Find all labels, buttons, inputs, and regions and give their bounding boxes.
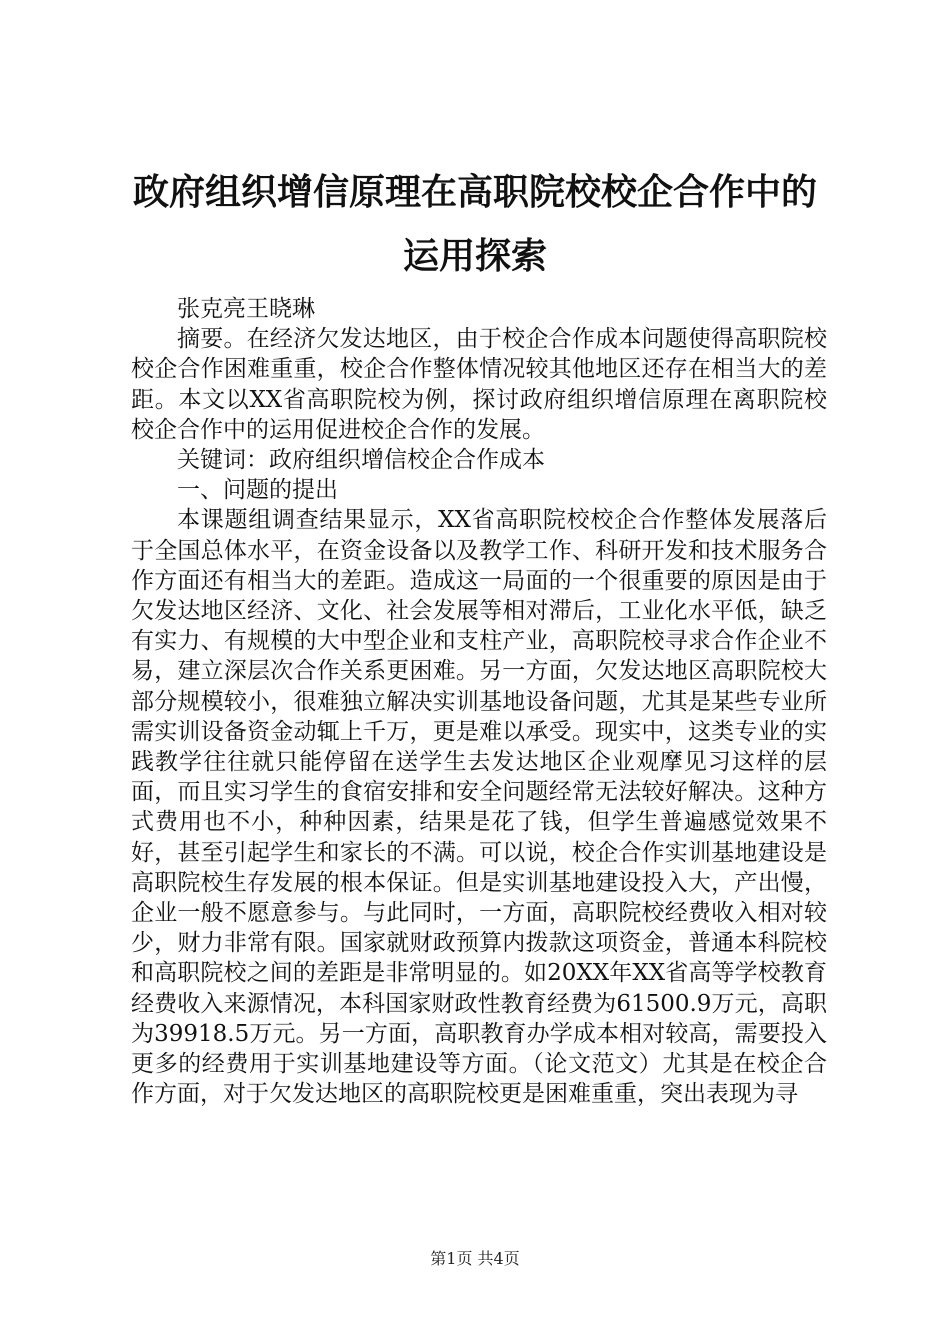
document-title: 政府组织增信原理在高职院校校企合作中的运用探索 (132, 171, 817, 277)
keywords-line: 关键词：政府组织增信校企合作成本 (177, 447, 545, 474)
page-footer: 第1页 共4页 (430, 1249, 520, 1268)
body-paragraph: 本课题组调查结果显示，XX省高职院校校企合作整体发展落后于全国总体水平，在资金设备以及教学工作、科研开发和技术服务合作方面还有相当大的差距。造成这一局面的一个很重要的原因是由于欠发达地区经济、文化、社会发展等相对滞后，工业化水平低，缺乏有实力、有规模的大中型企业和支柱产业，高职院校寻求合作企业不易，建立深层次合作关系更困难。另一方面，欠发达地区高职院校大部分规模较小，很难独立解决实训基地设备问题，尤其是某些专业所需实训设备资金动辄上千万，更是难以承受。现实中，这类专业的实践教学往往就只能停留在送学生去发达地区企业观摩见习这样的层面，而且实习学生的食宿安排和安全问题经常无法较好解决。这种方式费用也不小，种种因素，结果是花了钱，但学生普遍感觉效果不好，甚至引起学生和家长的不满。可以说，校企合作实训基地建设是高职院校生存发展的根本保证。但是实训基地建设投入大，产出慢，企业一般不愿意参与。与此同时，一方面，高职院校经费收入相对较少，财力非常有限。国家就财政预算内拨款这项资金，普通本科院校和高职院校之间的差距是非常明显的。如20XX年XX省高等学校教育经费收入来源情况，本科国家财政性教育经费为61500.9万元，高职为39918.5万元。另一方面，高职教育办学成本相对较高，需要投入更多的经费用于实训基地建设等方面。（论文范文）尤其是在校企合作方面，对于欠发达地区的高职院校更是困难重重，突出表现为寻 (131, 507, 827, 1108)
section-heading: 一、问题的提出 (177, 477, 338, 504)
document-body (131, 294, 827, 1109)
author-line: 张克亮王晓琳 (177, 296, 315, 322)
abstract-paragraph: 摘要。在经济欠发达地区，由于校企合作成本问题使得高职院校校企合作困难重重，校企合作整体情况较其他地区还存在相当大的差距。本文以XX省高职院校为例，探讨政府组织增信原理在离职院校校企合作中的运用促进校企合作的发展。 (131, 326, 827, 443)
